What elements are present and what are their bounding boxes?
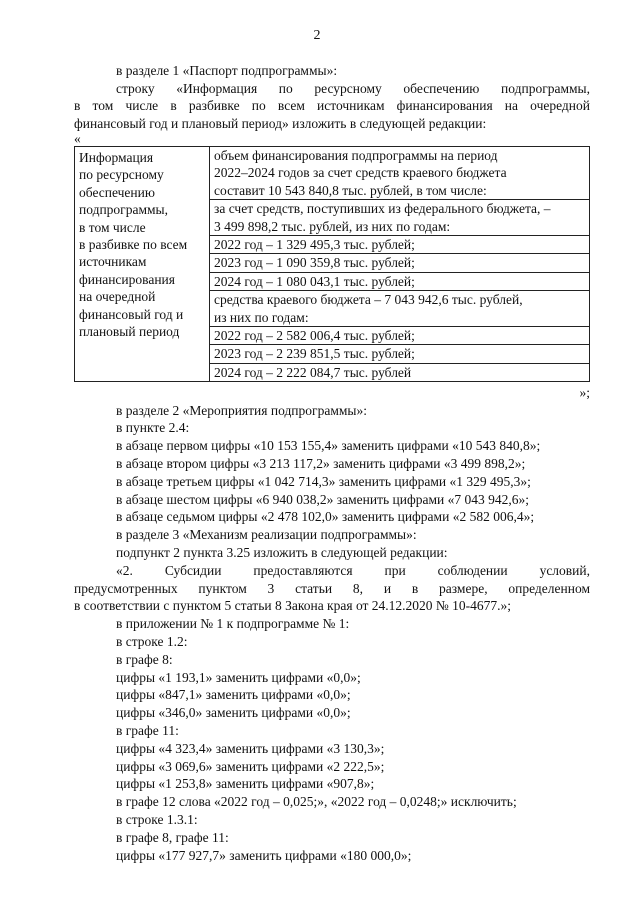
paragraph-replace: цифры «3 069,6» заменить цифрами «2 222,5»; [116,758,385,774]
right-line: 2022 год – 1 329 495,3 тыс. рублей; [210,236,589,254]
paragraph-abzac-6: в абзаце шестом цифры «6 940 038,2» заменить цифрами «7 043 942,6»; [116,491,529,507]
paragraph-row-1-2: в строке 1.2: [116,633,188,649]
paragraph-abzac-1: в абзаце первом цифры «10 153 155,4» заменить цифрами «10 543 840,8»; [116,438,541,454]
table-right-cell [210,147,590,382]
paragraph-item-2-4: в пункте 2.4: [116,420,190,436]
passport-table [74,146,590,382]
right-line: за счет средств, поступивших из федерального бюджета, – [214,201,551,217]
paragraph-replace: цифры «177 927,7» заменить цифрами «180 000,0»; [116,847,412,863]
paragraph-abzac-2: в абзаце втором цифры «3 213 117,2» заменить цифрами «3 499 898,2»; [116,455,526,471]
paragraph-subsidy-line2: предусмотренных пунктом 3 статьи 8, и в размере, определенном [74,580,590,596]
right-line: 2023 год – 2 239 851,5 тыс. рублей; [210,345,589,363]
paragraph-abzac-3: в абзаце третьем цифры «1 042 714,3» заменить цифрами «1 329 495,3»; [116,473,531,489]
table-left-cell [75,147,210,382]
paragraph-column-12: в графе 12 слова «2022 год – 0,025;», «2022 год – 0,0248;» исключить; [116,794,517,810]
amendments-list [74,402,590,865]
paragraph-replace: цифры «346,0» заменить цифрами «0,0»; [116,705,351,721]
left-line: финансирования [79,271,175,287]
paragraph-info-line2: в том числе в разбивке по всем источникам финансирования на очередной [74,98,590,113]
right-line: 2024 год – 1 080 043,1 тыс. рублей; [210,273,589,291]
paragraph-info-line1: строку «Информация по ресурсному обеспечению подпрограммы, [116,80,590,96]
paragraph-abzac-7: в абзаце седьмом цифры «2 478 102,0» заменить цифрами «2 582 006,4»; [116,509,535,525]
paragraph-section1: в разделе 1 «Паспорт подпрограммы»: [116,63,338,78]
right-line: составит 10 543 840,8 тыс. рублей, в том числе: [210,182,589,200]
paragraph-replace: цифры «1 253,8» заменить цифрами «907,8»; [116,776,375,792]
left-line: Информация [79,150,154,165]
paragraph-subitem: подпункт 2 пункта 3.25 изложить в следующей редакции: [116,544,448,560]
right-line: средства краевого бюджета – 7 043 942,6 тыс. рублей, [214,292,523,308]
right-line: 3 499 898,2 тыс. рублей, из них по годам: [210,218,589,236]
paragraph-subsidy-line1: «2. Субсидии предоставляются при соблюдении условий, [116,562,590,578]
open-quote: « [74,131,81,146]
right-line: 2023 год – 1 090 359,8 тыс. рублей; [210,254,589,272]
paragraph-info-line3: финансовый год и плановый период» изложить в следующей редакции: [74,115,487,131]
left-line: источникам [79,254,147,270]
paragraph-replace: цифры «4 323,4» заменить цифрами «3 130,3»; [116,740,385,756]
paragraph-section2: в разделе 2 «Мероприятия подпрограммы»: [116,402,367,418]
left-line: финансовый год и [79,306,184,322]
paragraph-replace: цифры «847,1» заменить цифрами «0,0»; [116,687,351,703]
left-line: в том числе [79,219,146,235]
right-line: 2022 год – 2 582 006,4 тыс. рублей; [210,327,589,345]
paragraph-columns-8-11: в графе 8, графе 11: [116,829,229,845]
left-line: на очередной [79,289,156,305]
paragraph-row-1-3-1: в строке 1.3.1: [116,811,198,827]
document-body [74,62,590,864]
page-number: 2 [313,28,321,43]
left-line: обеспечению [79,184,155,200]
right-line: 2022–2024 годов за счет средств краевого бюджета [214,165,507,181]
paragraph-column-11: в графе 11: [116,722,179,738]
left-line: плановый период [79,324,180,340]
left-line: подпрограммы, [79,202,168,218]
right-line: 2024 год – 2 222 084,7 тыс. рублей [214,364,412,380]
paragraph-section3: в разделе 3 «Механизм реализации подпрограммы»: [116,527,417,543]
right-line: из них по годам: [210,309,589,327]
left-line: по ресурсному [79,167,164,183]
paragraph-subsidy-line3: в соответствии с пунктом 5 статьи 8 Закона края от 24.12.2020 № 10-4677.»; [74,598,512,614]
paragraph-column-8: в графе 8: [116,651,173,667]
paragraph-appendix: в приложении № 1 к подпрограмме № 1: [116,616,350,632]
left-line: в разбивке по всем [79,237,188,253]
right-line: объем финансирования подпрограммы на период [214,148,498,163]
table-row [75,147,590,382]
close-quote: »; [579,385,590,401]
paragraph-replace: цифры «1 193,1» заменить цифрами «0,0»; [116,669,361,685]
